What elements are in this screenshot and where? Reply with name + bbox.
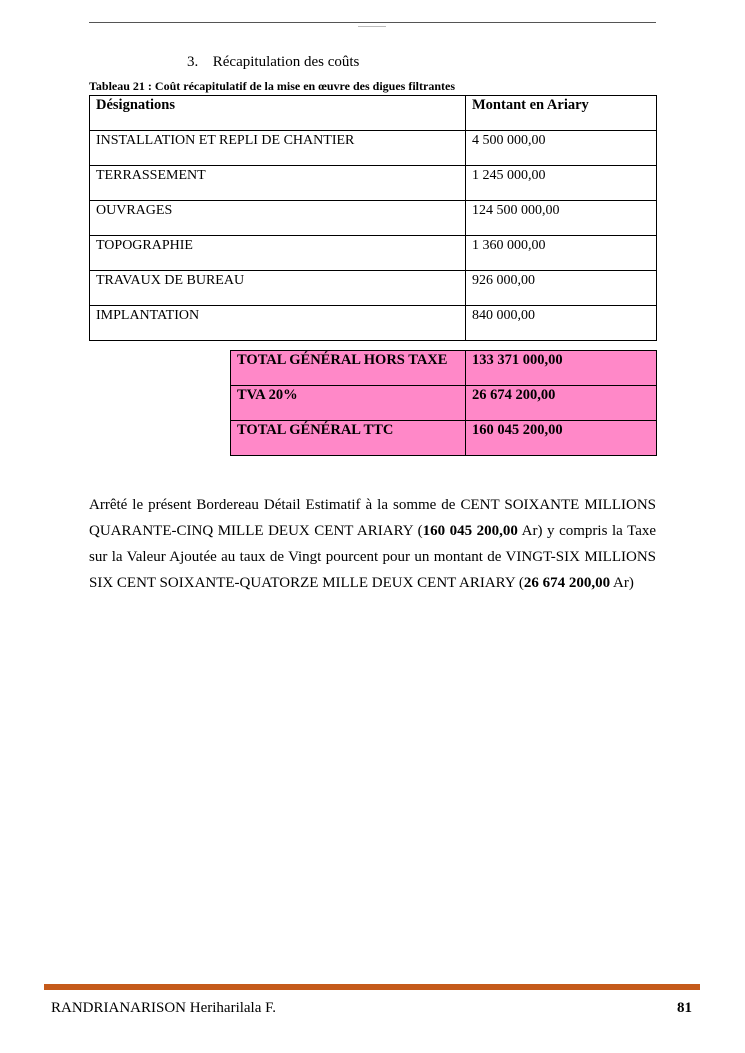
header-rule-mark (358, 26, 386, 27)
row-amount: 4 500 000,00 (466, 131, 657, 166)
totals-row (231, 386, 657, 421)
totals-row (231, 351, 657, 386)
footer-rule (44, 984, 700, 990)
header-designations: Désignations (90, 96, 466, 131)
row-designation: IMPLANTATION (90, 306, 466, 341)
paragraph-text-1: Arrêté le présent Bordereau Détail Estimatif à la somme de CENT SOIXANTE MILLIONS QUARANTE-CINQ MILLE DEUX CENT ARIARY ( (89, 497, 656, 539)
table-row (90, 236, 657, 271)
table-row (90, 131, 657, 166)
closing-paragraph (89, 492, 656, 596)
header-amount: Montant en Ariary (466, 96, 657, 131)
table-row (90, 271, 657, 306)
page-number: 81 (677, 1000, 692, 1016)
row-designation: INSTALLATION ET REPLI DE CHANTIER (90, 131, 466, 166)
paragraph-text-3: Ar) (610, 575, 634, 591)
row-amount: 1 245 000,00 (466, 166, 657, 201)
paragraph-amount-tva: 26 674 200,00 (523, 575, 611, 591)
section-number: 3. (187, 54, 199, 70)
table-row (90, 166, 657, 201)
header-rule (89, 22, 656, 23)
row-designation: TERRASSEMENT (90, 166, 466, 201)
row-amount: 124 500 000,00 (466, 201, 657, 236)
row-amount: 1 360 000,00 (466, 236, 657, 271)
paragraph-amount-ttc: 160 045 200,00 (422, 523, 518, 539)
footer-author: RANDRIANARISON Heriharilala F. (51, 1000, 277, 1016)
row-designation: OUVRAGES (90, 201, 466, 236)
table-caption: Tableau 21 : Coût récapitulatif de la mise en œuvre des digues filtrantes (89, 79, 455, 93)
row-amount: 926 000,00 (466, 271, 657, 306)
table-row (90, 306, 657, 341)
total-ttc-label: TOTAL GÉNÉRAL TTC (231, 421, 466, 456)
row-designation: TOPOGRAPHIE (90, 236, 466, 271)
row-designation: TRAVAUX DE BUREAU (90, 271, 466, 306)
paragraph-text-2: Ar) y compris la Taxe sur la Valeur Ajoutée au taux de Vingt pourcent pour un montant de VINGT-SIX MILLIONS SIX CENT SOIXANTE-QUATORZE MILLE DEUX CENT ARIARY ( (89, 523, 657, 591)
table-header-row (90, 96, 657, 131)
tva-amount: 26 674 200,00 (466, 386, 657, 421)
cost-summary-table (89, 95, 657, 341)
totals-table (230, 350, 657, 456)
total-ht-amount: 133 371 000,00 (466, 351, 657, 386)
section-title: Récapitulation des coûts (212, 54, 360, 70)
total-ttc-amount: 160 045 200,00 (466, 421, 657, 456)
table-row (90, 201, 657, 236)
total-ht-label: TOTAL GÉNÉRAL HORS TAXE (231, 351, 466, 386)
section-heading (187, 53, 359, 71)
tva-label: TVA 20% (231, 386, 466, 421)
row-amount: 840 000,00 (466, 306, 657, 341)
totals-row (231, 421, 657, 456)
